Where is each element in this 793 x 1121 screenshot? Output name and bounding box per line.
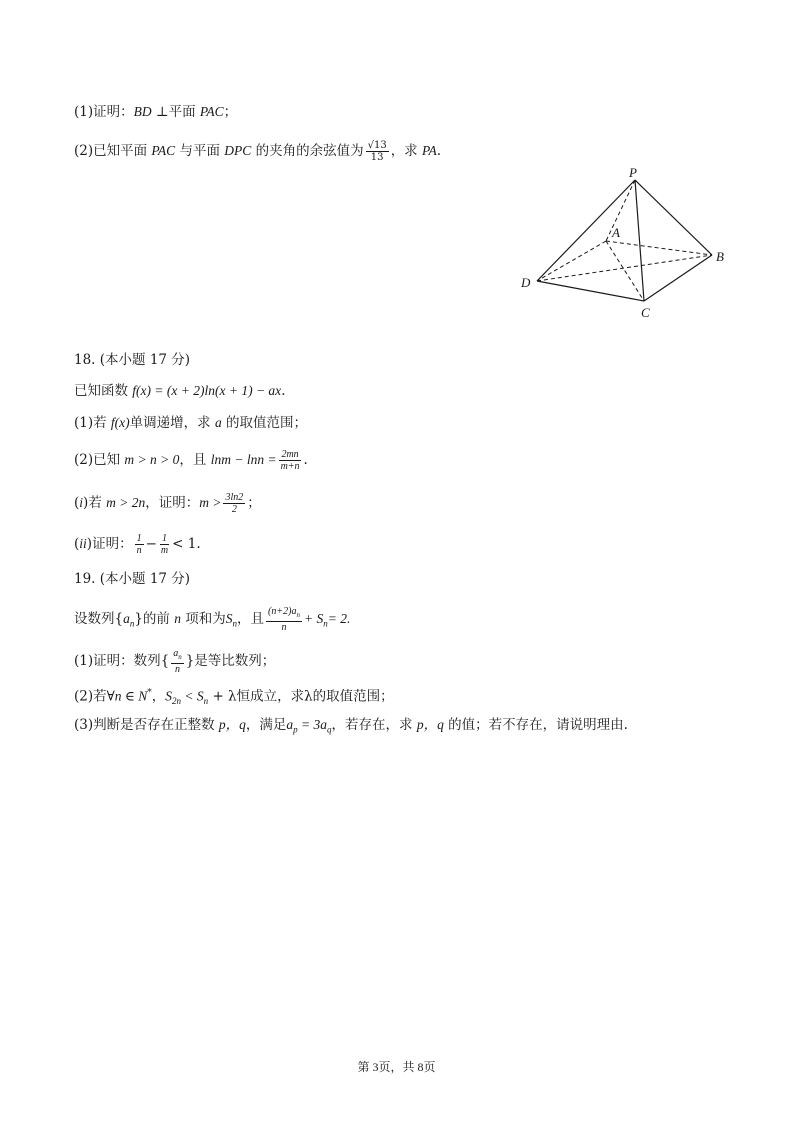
label-d: D bbox=[521, 275, 531, 290]
recurrence-fraction: $\frac{(n+2)a_n}{n}$ bbox=[268, 606, 300, 633]
q18-part2-i: (i)若 m > 2n，证明：m > $\frac{3\ln 2}{2}$ ； bbox=[74, 492, 261, 515]
q19-header: 19. (本小题 17 分) bbox=[74, 571, 191, 587]
label-b: B bbox=[716, 249, 724, 264]
page-footer: 第 3页，共 8页 bbox=[357, 1060, 436, 1074]
q17-part1: (1)证明：BD ⊥平面 PAC； bbox=[74, 104, 238, 120]
edge-dc bbox=[537, 281, 644, 301]
edge-db bbox=[537, 255, 712, 281]
edge-cb bbox=[644, 255, 712, 301]
edge-pa bbox=[606, 180, 635, 241]
q18-part2: (2)已知 m > n > 0，且 lnm − lnn = $\frac{2mn}{m+n}$ . bbox=[74, 449, 308, 472]
q18-intro: 已知函数 f(x) = (x + 2)ln(x + 1) − ax. bbox=[74, 383, 286, 399]
cosine-fraction: $\frac{√13}{13}$ bbox=[367, 140, 387, 163]
edge-pb bbox=[635, 180, 712, 255]
q18-part2-ii: (ii)证明： $\frac{1}{n}$ − $\frac{1}{m}$ < 1. bbox=[74, 533, 201, 556]
q19-intro: 设数列$\{a_n\}$的前 n 项和为$S_n$，且 $\frac{(n+2)a_n}{n}$ + $S_n= 2$. bbox=[74, 606, 351, 633]
q19-part3: (3)判断是否存在正整数 p，q，满足$a_p = 3a_q$，若存在，求 p，q 的值；若不存在，请说明理由. bbox=[74, 717, 628, 735]
edge-pc bbox=[635, 180, 644, 301]
q19-part1: (1)证明：数列{ $\frac{a_n}{n}$ }是等比数列； bbox=[74, 648, 276, 675]
ln2-fraction: $\frac{3\ln 2}{2}$ bbox=[225, 492, 244, 515]
q18-part1: (1)若 f(x)单调递增，求 a 的取值范围； bbox=[74, 415, 307, 431]
edge-ad bbox=[537, 241, 606, 281]
label-c: C bbox=[641, 305, 650, 320]
one-over-m-fraction: $\frac{1}{m}$ bbox=[160, 533, 169, 556]
q19-part2: (2)若∀n ∈ N*，$S_{2n} < S_n + \lambda$恒成立，求λ的取值范围； bbox=[74, 688, 394, 707]
edge-pd bbox=[537, 180, 635, 281]
label-p: P bbox=[629, 165, 637, 180]
edge-ab bbox=[606, 241, 712, 255]
ln-fraction: $\frac{2mn}{m+n}$ bbox=[280, 449, 300, 472]
q17-part2: (2)已知平面 PAC 与平面 DPC 的夹角的余弦值为 $\frac{√13}{13}$ ，求 PA. bbox=[74, 140, 442, 163]
one-over-n-fraction: $\frac{1}{n}$ bbox=[136, 533, 142, 556]
q18-header: 18. (本小题 17 分) bbox=[74, 352, 191, 368]
an-over-n-fraction: $\frac{a_n}{n}$ bbox=[173, 648, 182, 675]
label-a: A bbox=[612, 225, 620, 240]
pyramid-figure bbox=[500, 160, 740, 320]
edge-ac bbox=[606, 241, 644, 301]
